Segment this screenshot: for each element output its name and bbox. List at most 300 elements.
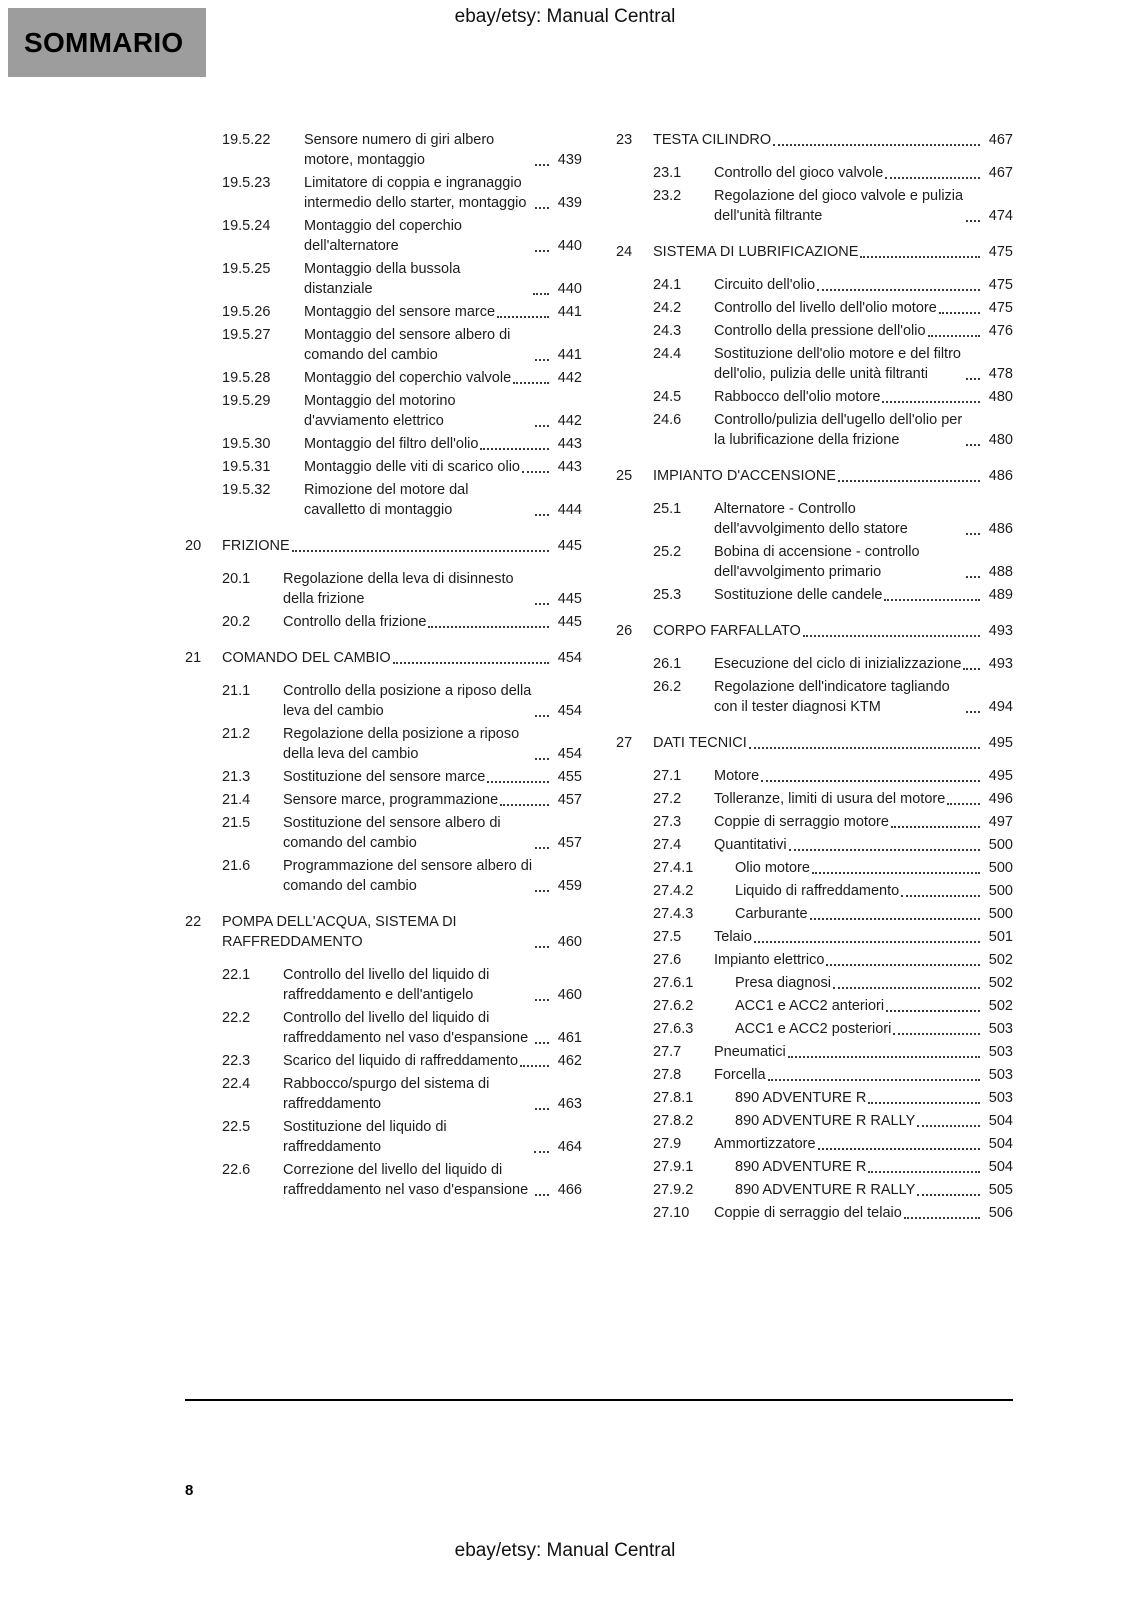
toc-entry-number: 24.1 bbox=[653, 277, 682, 293]
toc-entry-title: ACC1 e ACC2 posteriori bbox=[735, 1021, 892, 1037]
toc-leader-dots bbox=[428, 626, 549, 628]
toc-leader-dots bbox=[901, 895, 980, 897]
toc-entry bbox=[222, 790, 582, 810]
toc-entry-title: Circuito dell'olio bbox=[714, 277, 816, 293]
toc-entry bbox=[653, 499, 1013, 539]
toc-entry-page: 445 bbox=[557, 614, 582, 630]
toc-entry bbox=[653, 1203, 1013, 1223]
toc-entry-page: 497 bbox=[988, 814, 1013, 830]
sommario-section-box bbox=[8, 8, 206, 77]
toc-leader-dots bbox=[535, 715, 549, 717]
toc-entry-title: Montaggio della bussola distanziale bbox=[304, 261, 461, 297]
toc-entry-title: Regolazione della posizione a riposo della leva del cambio bbox=[283, 726, 520, 762]
toc-leader-dots bbox=[754, 941, 980, 943]
toc-entry bbox=[222, 1160, 582, 1200]
toc-leader-dots bbox=[535, 1194, 549, 1196]
toc-entry-title: Telaio bbox=[714, 929, 752, 945]
toc-entry bbox=[222, 391, 582, 431]
toc-entry-page: 478 bbox=[988, 366, 1013, 382]
toc-entry-number: 19.5.31 bbox=[222, 459, 271, 475]
toc-entry bbox=[222, 130, 582, 170]
toc-entry-page: 503 bbox=[988, 1067, 1013, 1083]
toc-entry-title: Sostituzione dell'olio motore e del filtro dell'olio, pulizia delle unità filtranti bbox=[714, 346, 961, 382]
toc-entry bbox=[222, 1074, 582, 1114]
toc-entry-page: 440 bbox=[557, 238, 582, 254]
toc-entry-number: 27.6 bbox=[653, 952, 682, 968]
toc-entry-number: 19.5.26 bbox=[222, 304, 271, 320]
toc-entry bbox=[616, 733, 1013, 753]
toc-entry bbox=[653, 835, 1013, 855]
toc-entry-title: Controllo del livello del liquido di raffreddamento nel vaso d'espansione bbox=[283, 1010, 529, 1046]
toc-entry-page: 496 bbox=[988, 791, 1013, 807]
toc-entry bbox=[222, 259, 582, 299]
toc-leader-dots bbox=[939, 312, 980, 314]
toc-leader-dots bbox=[535, 603, 549, 605]
toc-leader-dots bbox=[535, 999, 549, 1001]
toc-entry bbox=[653, 275, 1013, 295]
toc-entry-page: 467 bbox=[988, 165, 1013, 181]
toc-entry-page: 480 bbox=[988, 432, 1013, 448]
toc-entry bbox=[222, 1008, 582, 1048]
toc-leader-dots bbox=[480, 448, 549, 450]
toc-leader-dots bbox=[966, 576, 980, 578]
toc-entry-title: Montaggio del sensore marce bbox=[304, 304, 496, 320]
toc-leader-dots bbox=[966, 711, 980, 713]
toc-entry-title: 890 ADVENTURE R RALLY bbox=[735, 1113, 916, 1129]
toc-entry-number: 27.9.1 bbox=[653, 1159, 694, 1175]
toc-entry bbox=[653, 789, 1013, 809]
toc-entry-page: 442 bbox=[557, 413, 582, 429]
toc-leader-dots bbox=[535, 758, 549, 760]
toc-entry-title: Sensore numero di giri albero motore, montaggio bbox=[304, 132, 495, 168]
toc-entry-number: 22.2 bbox=[222, 1010, 251, 1026]
toc-leader-dots bbox=[520, 1065, 549, 1067]
toc-entry-page: 462 bbox=[557, 1053, 582, 1069]
toc-entry-page: 504 bbox=[988, 1136, 1013, 1152]
toc-entry-number: 20.2 bbox=[222, 614, 251, 630]
toc-left-column bbox=[185, 130, 582, 1226]
toc-leader-dots bbox=[535, 250, 549, 252]
toc-entry-number: 24.6 bbox=[653, 412, 682, 428]
toc-leader-dots bbox=[891, 826, 980, 828]
toc-entry-number: 27.1 bbox=[653, 768, 682, 784]
toc-entry-title: Regolazione dell'indicatore tagliando con il tester diagnosi KTM bbox=[714, 679, 950, 715]
toc-entry-number: 26.1 bbox=[653, 656, 682, 672]
toc-entry-page: 500 bbox=[988, 906, 1013, 922]
toc-entry-number: 25.2 bbox=[653, 544, 682, 560]
toc-entry-page: 443 bbox=[557, 459, 582, 475]
toc-entry-page: 474 bbox=[988, 208, 1013, 224]
toc-leader-dots bbox=[535, 1042, 549, 1044]
toc-entry-number: 27.4.1 bbox=[653, 860, 694, 876]
footer-title: ebay/etsy: Manual Central bbox=[454, 1540, 676, 1561]
toc-entry-title: Alternatore - Controllo dell'avvolgimento dello statore bbox=[714, 501, 908, 537]
toc-entry-title: Controllo della posizione a riposo della leva del cambio bbox=[283, 683, 532, 719]
toc-leader-dots bbox=[535, 946, 549, 948]
toc-entry bbox=[653, 654, 1013, 674]
toc-entry-page: 441 bbox=[557, 304, 582, 320]
toc-entry bbox=[653, 973, 1013, 993]
toc-entry-number: 21.4 bbox=[222, 792, 251, 808]
toc-entry-number: 19.5.29 bbox=[222, 393, 271, 409]
toc-entry-title: Liquido di raffreddamento bbox=[735, 883, 900, 899]
toc-leader-dots bbox=[882, 401, 980, 403]
toc-entry bbox=[653, 766, 1013, 786]
toc-entry-number: 19.5.25 bbox=[222, 261, 271, 277]
toc-entry-page: 506 bbox=[988, 1205, 1013, 1221]
toc-entry bbox=[222, 767, 582, 787]
toc-entry-title: 890 ADVENTURE R RALLY bbox=[735, 1182, 916, 1198]
footer-divider bbox=[185, 1399, 1013, 1401]
toc-entry bbox=[653, 163, 1013, 183]
toc-leader-dots bbox=[963, 668, 980, 670]
toc-entry-number: 22.5 bbox=[222, 1119, 251, 1135]
toc-entry-page: 495 bbox=[988, 735, 1013, 751]
toc-leader-dots bbox=[534, 1151, 549, 1153]
toc-entry-title: Coppie di serraggio del telaio bbox=[714, 1205, 902, 1221]
toc-entry-title: Sostituzione del sensore albero di comando del cambio bbox=[283, 815, 501, 851]
toc-entry-title: Sensore marce, programmazione bbox=[283, 792, 499, 808]
toc-leader-dots bbox=[500, 804, 549, 806]
toc-entry-page: 475 bbox=[988, 277, 1013, 293]
toc-entry-number: 27.8 bbox=[653, 1067, 682, 1083]
toc-entry-number: 22.3 bbox=[222, 1053, 251, 1069]
toc-entry-title: Quantitativi bbox=[714, 837, 787, 853]
toc-entry-title: Rabbocco dell'olio motore bbox=[714, 389, 881, 405]
toc-entry-number: 27.8.2 bbox=[653, 1113, 694, 1129]
toc-right-column bbox=[616, 130, 1013, 1226]
toc-entry-number: 22.1 bbox=[222, 967, 251, 983]
toc-entry-page: 439 bbox=[557, 152, 582, 168]
toc-entry-page: 457 bbox=[557, 792, 582, 808]
toc-entry-number: 19.5.30 bbox=[222, 436, 271, 452]
toc-entry-number: 24.4 bbox=[653, 346, 682, 362]
toc-entry-page: 459 bbox=[557, 878, 582, 894]
toc-entry-title: Sostituzione del liquido di raffreddamento bbox=[283, 1119, 447, 1155]
toc-leader-dots bbox=[812, 872, 980, 874]
toc-entry-page: 494 bbox=[988, 699, 1013, 715]
toc-entry-number: 23.2 bbox=[653, 188, 682, 204]
toc-entry bbox=[185, 648, 582, 668]
toc-entry-number: 25.1 bbox=[653, 501, 682, 517]
toc-entry bbox=[653, 298, 1013, 318]
toc-entry bbox=[653, 321, 1013, 341]
toc-entry-page: 495 bbox=[988, 768, 1013, 784]
toc-entry-title: Coppie di serraggio motore bbox=[714, 814, 889, 830]
toc-leader-dots bbox=[535, 359, 549, 361]
toc-leader-dots bbox=[535, 207, 549, 209]
toc-leader-dots bbox=[860, 256, 980, 258]
toc-entry-number: 23 bbox=[616, 132, 633, 148]
toc-entry-title: Rabbocco/spurgo del sistema di raffreddamento bbox=[283, 1076, 490, 1112]
toc-leader-dots bbox=[761, 780, 980, 782]
toc-entry-page: 475 bbox=[988, 300, 1013, 316]
toc-entry-number: 23.1 bbox=[653, 165, 682, 181]
toc-entry-title: Scarico del liquido di raffreddamento bbox=[283, 1053, 519, 1069]
toc-entry bbox=[653, 1065, 1013, 1085]
toc-entry-number: 27.6.3 bbox=[653, 1021, 694, 1037]
toc-entry-page: 476 bbox=[988, 323, 1013, 339]
toc-entry-title: Controllo del livello del liquido di raffreddamento e dell'antigelo bbox=[283, 967, 490, 1003]
toc-entry-title: Regolazione della leva di disinnesto della frizione bbox=[283, 571, 514, 607]
toc-entry-page: 463 bbox=[557, 1096, 582, 1112]
toc-entry bbox=[653, 186, 1013, 226]
toc-entry-page: 467 bbox=[988, 132, 1013, 148]
toc-entry-title: Olio motore bbox=[735, 860, 810, 876]
toc-entry-page: 488 bbox=[988, 564, 1013, 580]
toc-leader-dots bbox=[533, 293, 549, 295]
toc-entry-title: Esecuzione del ciclo di inizializzazione bbox=[714, 656, 962, 672]
toc-entry bbox=[653, 387, 1013, 407]
toc-leader-dots bbox=[535, 890, 549, 892]
toc-entry-title: ACC1 e ACC2 anteriori bbox=[735, 998, 885, 1014]
toc-entry-title: COMANDO DEL CAMBIO bbox=[222, 650, 391, 666]
toc-entry-number: 20 bbox=[185, 538, 202, 554]
toc-leader-dots bbox=[833, 987, 980, 989]
toc-entry bbox=[653, 904, 1013, 924]
toc-leader-dots bbox=[535, 425, 549, 427]
toc-entry-page: 441 bbox=[557, 347, 582, 363]
toc-entry-title: Impianto elettrico bbox=[714, 952, 825, 968]
toc-entry-page: 503 bbox=[988, 1021, 1013, 1037]
toc-entry-title: Montaggio del coperchio valvole bbox=[304, 370, 512, 386]
toc-entry-title: TESTA CILINDRO bbox=[653, 132, 772, 148]
toc-entry-title: Controllo/pulizia dell'ugello dell'olio per la lubrificazione della frizione bbox=[714, 412, 963, 448]
toc-entry-number: 27.7 bbox=[653, 1044, 682, 1060]
toc-entry-title: Montaggio delle viti di scarico olio bbox=[304, 459, 520, 475]
toc-entry bbox=[616, 130, 1013, 150]
toc-entry bbox=[653, 1088, 1013, 1108]
toc-leader-dots bbox=[826, 964, 980, 966]
toc-entry bbox=[653, 996, 1013, 1016]
toc-entry-title: Carburante bbox=[735, 906, 808, 922]
toc-entry-title: 890 ADVENTURE R bbox=[735, 1090, 867, 1106]
toc-leader-dots bbox=[868, 1102, 980, 1104]
toc-leader-dots bbox=[292, 550, 549, 552]
toc-entry bbox=[222, 325, 582, 365]
toc-entry-title: Forcella bbox=[714, 1067, 766, 1083]
toc-entry bbox=[653, 585, 1013, 605]
toc-leader-dots bbox=[884, 599, 980, 601]
toc-entry-number: 27.9 bbox=[653, 1136, 682, 1152]
toc-entry-page: 460 bbox=[557, 934, 582, 950]
toc-entry-page: 440 bbox=[557, 281, 582, 297]
toc-entry bbox=[222, 216, 582, 256]
toc-entry-title: Controllo della frizione bbox=[283, 614, 427, 630]
toc-entry bbox=[222, 1117, 582, 1157]
toc-entry bbox=[653, 1042, 1013, 1062]
toc-entry-page: 493 bbox=[988, 623, 1013, 639]
toc-entry-number: 19.5.22 bbox=[222, 132, 271, 148]
toc-entry-page: 504 bbox=[988, 1159, 1013, 1175]
toc-entry bbox=[222, 856, 582, 896]
toc-entry-page: 461 bbox=[557, 1030, 582, 1046]
toc-entry-number: 19.5.24 bbox=[222, 218, 271, 234]
toc-entry bbox=[653, 1180, 1013, 1200]
toc-entry-number: 27.3 bbox=[653, 814, 682, 830]
toc-leader-dots bbox=[947, 803, 980, 805]
toc-entry bbox=[616, 621, 1013, 641]
toc-entry bbox=[653, 1111, 1013, 1131]
toc-leader-dots bbox=[513, 382, 549, 384]
toc-entry-number: 27 bbox=[616, 735, 633, 751]
toc-entry-number: 27.2 bbox=[653, 791, 682, 807]
toc-entry bbox=[222, 813, 582, 853]
toc-entry-page: 503 bbox=[988, 1044, 1013, 1060]
toc-entry-page: 445 bbox=[557, 591, 582, 607]
toc-entry-page: 442 bbox=[557, 370, 582, 386]
toc-entry bbox=[653, 881, 1013, 901]
toc-entry-number: 27.9.2 bbox=[653, 1182, 694, 1198]
toc-entry bbox=[616, 466, 1013, 486]
toc-entry bbox=[653, 677, 1013, 717]
toc-leader-dots bbox=[535, 164, 549, 166]
toc-leader-dots bbox=[885, 177, 980, 179]
toc-leader-dots bbox=[917, 1194, 980, 1196]
toc-entry-number: 27.4.2 bbox=[653, 883, 694, 899]
toc-leader-dots bbox=[818, 1148, 980, 1150]
toc-entry-page: 464 bbox=[557, 1139, 582, 1155]
toc-leader-dots bbox=[886, 1010, 980, 1012]
toc-entry-page: 454 bbox=[557, 746, 582, 762]
toc-entry-page: 454 bbox=[557, 703, 582, 719]
page-number: 8 bbox=[185, 1482, 194, 1499]
toc-entry bbox=[222, 302, 582, 322]
toc-leader-dots bbox=[535, 514, 549, 516]
toc-leader-dots bbox=[522, 471, 549, 473]
toc-leader-dots bbox=[810, 918, 980, 920]
toc-entry-number: 26 bbox=[616, 623, 633, 639]
toc-entry-number: 19.5.23 bbox=[222, 175, 271, 191]
toc-entry bbox=[222, 569, 582, 609]
toc-entry-page: 443 bbox=[557, 436, 582, 452]
toc-entry-title: Rimozione del motore dal cavalletto di montaggio bbox=[304, 482, 469, 518]
toc-entry bbox=[222, 724, 582, 764]
toc-entry bbox=[222, 173, 582, 213]
toc-entry-number: 19.5.27 bbox=[222, 327, 271, 343]
toc-entry-number: 27.6.2 bbox=[653, 998, 694, 1014]
toc-entry-page: 493 bbox=[988, 656, 1013, 672]
toc-entry bbox=[653, 542, 1013, 582]
toc-entry-page: 489 bbox=[988, 587, 1013, 603]
toc-entry-number: 24.2 bbox=[653, 300, 682, 316]
toc-leader-dots bbox=[893, 1033, 980, 1035]
toc-leader-dots bbox=[966, 533, 980, 535]
toc-entry bbox=[653, 858, 1013, 878]
toc-entry bbox=[653, 1134, 1013, 1154]
toc-entry-page: 444 bbox=[557, 502, 582, 518]
toc-entry-title: Tolleranze, limiti di usura del motore bbox=[714, 791, 946, 807]
toc-entry bbox=[653, 927, 1013, 947]
toc-entry bbox=[222, 457, 582, 477]
toc-entry bbox=[653, 950, 1013, 970]
toc-leader-dots bbox=[393, 662, 549, 664]
toc-entry-number: 25.3 bbox=[653, 587, 682, 603]
toc-entry-page: 486 bbox=[988, 468, 1013, 484]
toc-entry-title: Regolazione del gioco valvole e pulizia dell'unità filtrante bbox=[714, 188, 964, 224]
toc-entry-page: 457 bbox=[557, 835, 582, 851]
toc-entry-page: 502 bbox=[988, 952, 1013, 968]
toc-entry-number: 27.5 bbox=[653, 929, 682, 945]
toc-entry-number: 27.4.3 bbox=[653, 906, 694, 922]
toc-leader-dots bbox=[838, 480, 980, 482]
toc-entry-title: Bobina di accensione - controllo dell'avvolgimento primario bbox=[714, 544, 920, 580]
toc-entry bbox=[222, 681, 582, 721]
toc-entry-title: Controllo della pressione dell'olio bbox=[714, 323, 926, 339]
toc-leader-dots bbox=[803, 635, 980, 637]
toc-entry-number: 27.10 bbox=[653, 1205, 690, 1221]
toc-leader-dots bbox=[966, 220, 980, 222]
toc-entry bbox=[222, 434, 582, 454]
toc-entry-number: 20.1 bbox=[222, 571, 251, 587]
toc-entry-title: SISTEMA DI LUBRIFICAZIONE bbox=[653, 244, 859, 260]
toc-entry bbox=[653, 344, 1013, 384]
toc-entry-title: Montaggio del coperchio dell'alternatore bbox=[304, 218, 462, 254]
toc-entry-number: 21.3 bbox=[222, 769, 251, 785]
toc-leader-dots bbox=[928, 335, 980, 337]
toc-leader-dots bbox=[749, 747, 980, 749]
toc-entry-title: Montaggio del sensore albero di comando del cambio bbox=[304, 327, 511, 363]
toc-entry-title: Pneumatici bbox=[714, 1044, 786, 1060]
toc-entry-number: 24 bbox=[616, 244, 633, 260]
toc-entry bbox=[222, 1051, 582, 1071]
toc-entry bbox=[222, 480, 582, 520]
toc-entry bbox=[653, 410, 1013, 450]
toc-entry-number: 22.6 bbox=[222, 1162, 251, 1178]
toc-entry-title: IMPIANTO D'ACCENSIONE bbox=[653, 468, 836, 484]
header-title: ebay/etsy: Manual Central bbox=[454, 6, 676, 27]
toc-entry bbox=[185, 912, 582, 952]
toc-leader-dots bbox=[497, 316, 549, 318]
toc-entry-number: 19.5.32 bbox=[222, 482, 271, 498]
toc-entry bbox=[653, 1157, 1013, 1177]
toc-entry-page: 460 bbox=[557, 987, 582, 1003]
toc-entry-title: Sostituzione delle candele bbox=[714, 587, 883, 603]
toc-entry-page: 503 bbox=[988, 1090, 1013, 1106]
toc-entry-title: Controllo del livello dell'olio motore bbox=[714, 300, 937, 316]
toc-entry-page: 475 bbox=[988, 244, 1013, 260]
toc-leader-dots bbox=[535, 847, 549, 849]
toc-entry-title: Montaggio del filtro dell'olio bbox=[304, 436, 479, 452]
toc-leader-dots bbox=[768, 1079, 980, 1081]
toc-entry-title: Ammortizzatore bbox=[714, 1136, 816, 1152]
toc-entry-number: 24.3 bbox=[653, 323, 682, 339]
toc-entry-title: Programmazione del sensore albero di comando del cambio bbox=[283, 858, 533, 894]
toc-entry-page: 454 bbox=[557, 650, 582, 666]
toc-entry-number: 21 bbox=[185, 650, 202, 666]
toc-entry-number: 21.6 bbox=[222, 858, 251, 874]
toc-leader-dots bbox=[789, 849, 980, 851]
toc-entry-page: 455 bbox=[557, 769, 582, 785]
toc-entry-number: 22 bbox=[185, 914, 202, 930]
toc-entry-number: 25 bbox=[616, 468, 633, 484]
toc-entry bbox=[185, 536, 582, 556]
toc-entry-number: 19.5.28 bbox=[222, 370, 271, 386]
toc-leader-dots bbox=[917, 1125, 980, 1127]
toc-entry-number: 27.8.1 bbox=[653, 1090, 694, 1106]
toc-entry-number: 22.4 bbox=[222, 1076, 251, 1092]
toc-leader-dots bbox=[966, 444, 980, 446]
toc-entry bbox=[222, 612, 582, 632]
toc-entry-title: Presa diagnosi bbox=[735, 975, 831, 991]
toc-entry-number: 27.4 bbox=[653, 837, 682, 853]
toc-entry-title: Controllo del gioco valvole bbox=[714, 165, 884, 181]
toc-entry-page: 502 bbox=[988, 975, 1013, 991]
toc-entry bbox=[616, 242, 1013, 262]
toc-entry bbox=[222, 368, 582, 388]
toc-entry-page: 466 bbox=[557, 1182, 582, 1198]
toc-entry-page: 439 bbox=[557, 195, 582, 211]
